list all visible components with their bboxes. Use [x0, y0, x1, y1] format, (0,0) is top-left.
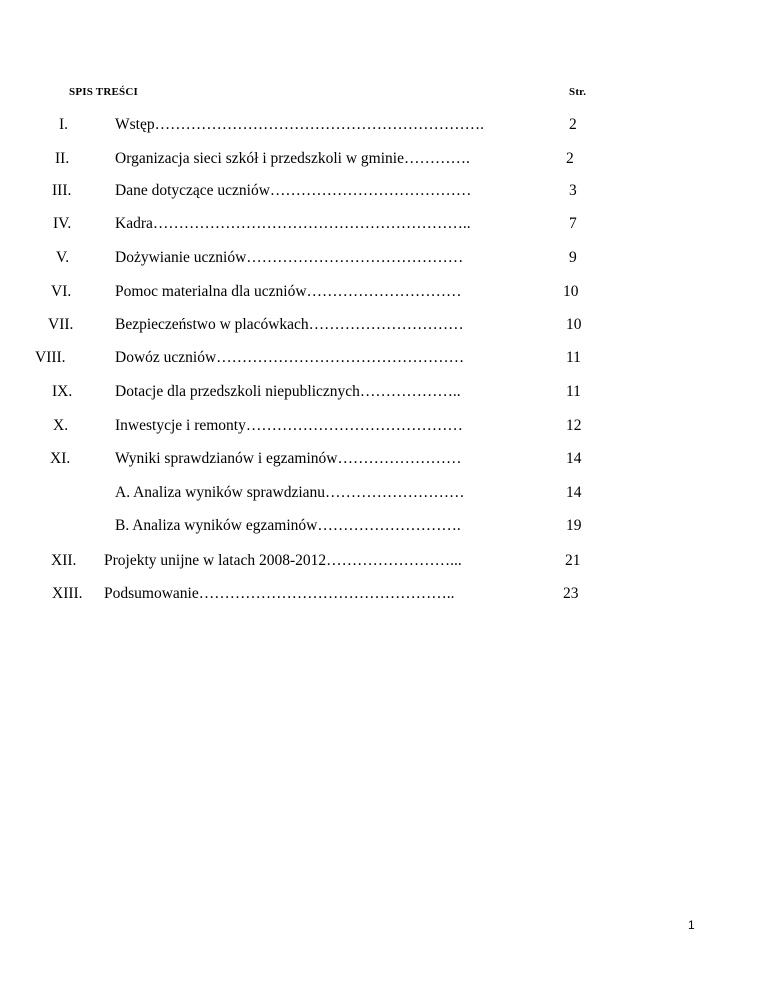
entry-number: VIII. — [35, 349, 66, 366]
entry-number: X. — [53, 417, 69, 434]
entry-number: XIII. — [52, 585, 83, 602]
toc-subentry — [0, 517, 768, 541]
entry-text: Organizacja sieci szkół i przedszkoli w gminie…………. — [115, 150, 470, 167]
toc-entry — [0, 417, 768, 441]
entry-text: Dowóz uczniów………………………………………… — [115, 349, 465, 366]
toc-entry — [0, 585, 768, 609]
entry-page: 10 — [563, 283, 579, 300]
entry-text: Pomoc materialna dla uczniów………………………… — [115, 283, 462, 300]
entry-page: 12 — [566, 417, 582, 434]
toc-entry — [0, 283, 768, 307]
toc-subentry — [0, 484, 768, 508]
toc-entry — [0, 150, 768, 174]
entry-number: III. — [52, 182, 72, 199]
toc-entry — [0, 182, 768, 206]
toc-entry — [0, 383, 768, 407]
entry-page: 9 — [569, 249, 577, 266]
entry-page: 10 — [566, 316, 582, 333]
entry-text: Projekty unijne w latach 2008-2012……………………... — [104, 552, 462, 569]
toc-entry — [0, 249, 768, 273]
entry-page: 2 — [566, 150, 574, 167]
toc-entry — [0, 116, 768, 140]
entry-text: Wyniki sprawdzianów i egzaminów…………………… — [115, 450, 462, 467]
entry-page: 3 — [569, 182, 577, 199]
entry-page: 21 — [565, 552, 581, 569]
entry-text: Dane dotyczące uczniów………………………………… — [115, 182, 472, 199]
entry-page: 14 — [566, 450, 582, 467]
entry-text: Dożywianie uczniów…………………………………… — [115, 249, 464, 266]
toc-entry — [0, 316, 768, 340]
page-number: 1 — [688, 918, 695, 932]
entry-page: 2 — [569, 116, 577, 133]
toc-entry — [0, 552, 768, 576]
entry-text: Wstęp………………………………………………………. — [115, 116, 484, 133]
toc-entry — [0, 450, 768, 474]
entry-text: Inwestycje i remonty…………………………………… — [115, 417, 463, 434]
entry-page: 7 — [569, 215, 577, 232]
entry-number: I. — [59, 116, 69, 133]
entry-page: 11 — [566, 349, 581, 366]
entry-text: Kadra…………………………………………………….. — [115, 215, 471, 232]
entry-number: V. — [56, 249, 70, 266]
entry-number: VII. — [48, 316, 74, 333]
entry-page: 19 — [566, 517, 582, 534]
entry-number: IV. — [53, 215, 72, 232]
entry-page: 23 — [563, 585, 579, 602]
entry-text: B. Analiza wyników egzaminów………………………. — [115, 517, 461, 534]
entry-text: A. Analiza wyników sprawdzianu……………………… — [115, 484, 465, 501]
entry-number: II. — [55, 150, 70, 167]
toc-entry — [0, 349, 768, 373]
entry-page: 14 — [566, 484, 582, 501]
entry-text: Podsumowanie………………………………………….. — [104, 585, 455, 602]
entry-number: IX. — [52, 383, 73, 400]
page-column-header: Str. — [569, 86, 587, 98]
entry-page: 11 — [566, 383, 581, 400]
toc-title: SPIS TREŚCI — [69, 86, 138, 98]
toc-entry — [0, 215, 768, 239]
entry-number: VI. — [51, 283, 72, 300]
entry-text: Bezpieczeństwo w placówkach………………………… — [115, 316, 464, 333]
entry-number: XII. — [51, 552, 77, 569]
entry-text: Dotacje dla przedszkoli niepublicznych……………….. — [115, 383, 461, 400]
entry-number: XI. — [50, 450, 71, 467]
